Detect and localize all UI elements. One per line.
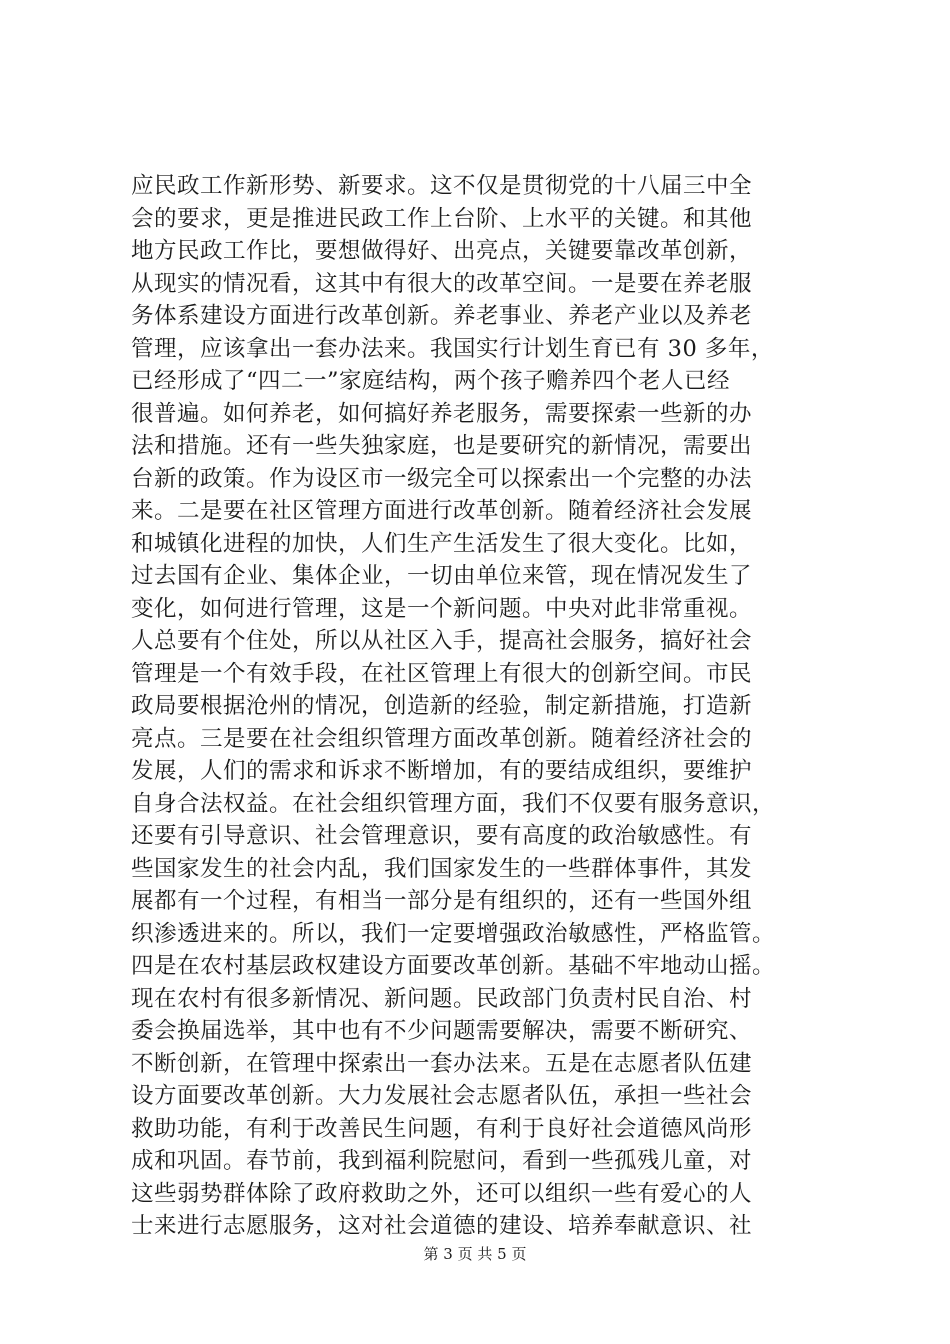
text-line: 法和措施。还有一些失独家庭，也是要研究的新情况，需要出 [131,433,753,459]
text-line: 织渗透进来的。所以，我们一定要增强政治敏感性，严格监管。 [131,920,776,947]
text-line: 设方面要改革创新。大力发展社会志愿者队伍，承担一些社会 [131,1083,753,1109]
text-line: 很普遍。如何养老，如何搞好养老服务，需要探索一些新的办 [131,400,753,427]
text-line: 从现实的情况看，这其中有很大的改革空间。一是要在养老服 [131,270,753,297]
text-line: 成和巩固。春节前，我到福利院慰问，看到一些孤残儿童，对 [131,1148,753,1174]
text-line: 会的要求，更是推进民政工作上台阶、上水平的关键。和其他 [131,205,753,232]
text-line: 应民政工作新形势、新要求。这不仅是贯彻党的十八届三中全 [131,173,753,199]
text-line: 已经形成了“四二一”家庭结构，两个孩子赡养四个老人已经 [131,368,731,394]
text-line: 现在农村有很多新情况、新问题。民政部门负责村民自治、村 [131,985,753,1012]
text-line: 展都有一个过程，有相当一部分是有组织的，还有一些国外组 [131,888,753,914]
text-line: 些国家发生的社会内乱，我们国家发生的一些群体事件，其发 [131,855,753,882]
text-line: 变化，如何进行管理，这是一个新问题。中央对此非常重视。 [131,595,753,622]
text-line: 这些弱势群体除了政府救助之外，还可以组织一些有爱心的人 [131,1180,753,1207]
text-line: 不断创新，在管理中探索出一套办法来。五是在志愿者队伍建 [131,1050,753,1077]
text-line: 政局要根据沧州的情况，创造新的经验，制定新措施，打造新 [131,693,753,719]
text-line: 地方民政工作比，要想做得好、出亮点，关键要靠改革创新， [131,238,753,264]
text-line: 委会换届选举，其中也有不少问题需要解决，需要不断研究、 [131,1018,753,1044]
text-line: 士来进行志愿服务，这对社会道德的建设、培养奉献意识、社 [131,1213,753,1239]
text-line: 台新的政策。作为设区市一级完全可以探索出一个完整的办法 [131,465,753,492]
body-text [131,170,831,1243]
text-line: 和城镇化进程的加快，人们生产生活发生了很大变化。比如， [131,530,753,557]
text-line: 救助功能，有利于改善民生问题，有利于良好社会道德风尚形 [131,1115,753,1142]
text-line: 过去国有企业、集体企业，一切由单位来管，现在情况发生了 [131,563,753,589]
text-line: 管理是一个有效手段，在社区管理上有很大的创新空间。市民 [131,660,753,687]
text-line: 务体系建设方面进行改革创新。养老事业、养老产业以及养老 [131,303,753,329]
text-line: 管理，应该拿出一套办法来。我国实行计划生育已有 30 多年， [131,335,774,362]
text-line: 来。二是要在社区管理方面进行改革创新。随着经济社会发展 [131,498,753,524]
page-footer: 第 3 页 共 5 页 [423,1245,527,1263]
text-line: 亮点。三是要在社会组织管理方面改革创新。随着经济社会的 [131,725,753,752]
text-line: 自身合法权益。在社会组织管理方面，我们不仅要有服务意识， [131,790,776,817]
text-line: 人总要有个住处，所以从社区入手，提高社会服务，搞好社会 [131,628,753,654]
text-line: 四是在农村基层政权建设方面要改革创新。基础不牢地动山摇。 [131,953,776,979]
text-line: 发展，人们的需求和诉求不断增加，有的要结成组织，要维护 [131,758,753,784]
text-line: 还要有引导意识、社会管理意识，要有高度的政治敏感性。有 [131,823,753,849]
